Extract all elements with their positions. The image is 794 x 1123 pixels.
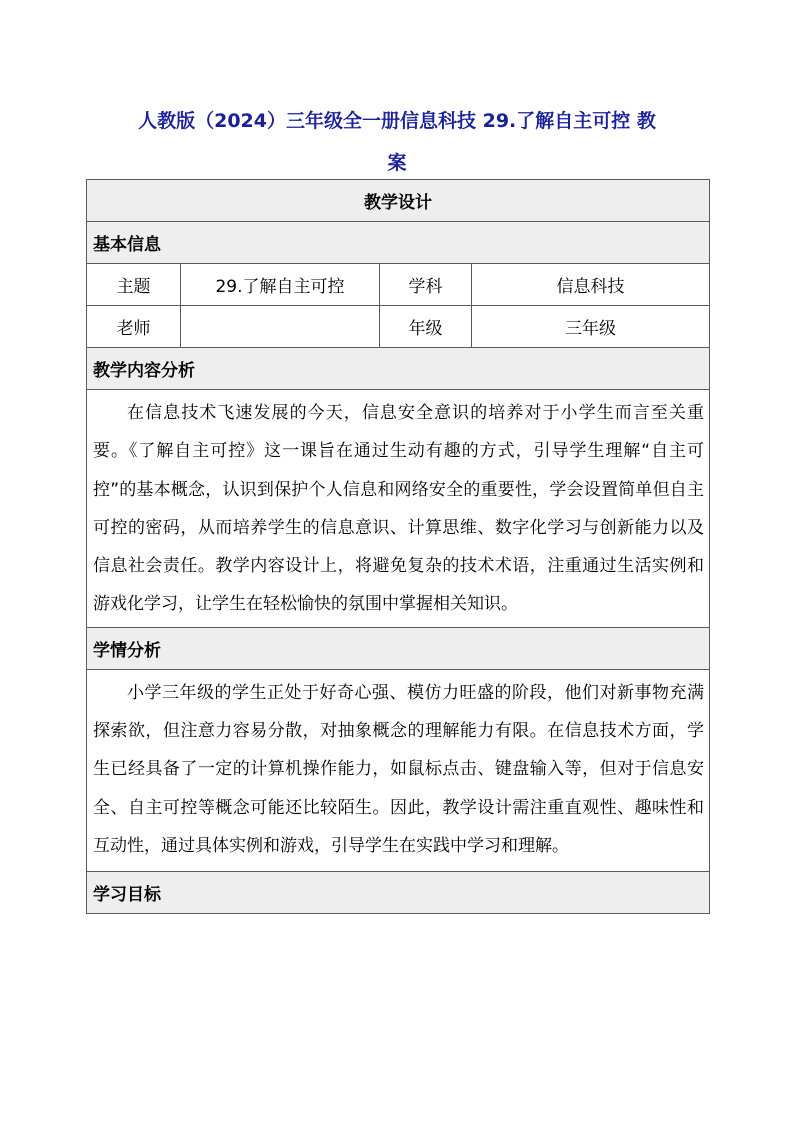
- document-title-line-2: 案: [387, 152, 407, 174]
- teacher-label: 老师: [87, 306, 181, 348]
- section-row-content-analysis: [87, 348, 710, 390]
- subject-label: 学科: [380, 264, 472, 306]
- table-row: [87, 669, 710, 871]
- content-analysis-text: 在信息技术飞速发展的今天，信息安全意识的培养对于小学生而言至关重要。《了解自主可控》这一课旨在通过生动有趣的方式，引导学生理解“自主可控”的基本概念，认识到保护个人信息和网络安全的重要性，学会设置简单但自主可控的密码，从而培养学生的信息意识、计算思维、数字化学习与创新能力以及信息社会责任。教学内容设计上，将避免复杂的技术术语，注重通过生活实例和游戏化学习，让学生在轻松愉快的氛围中掌握相关知识。: [87, 390, 710, 628]
- section-heading-content-analysis: 教学内容分析: [87, 348, 710, 390]
- lesson-plan-table: [86, 179, 710, 914]
- section-heading-objectives: 学习目标: [87, 872, 710, 914]
- grade-label: 年级: [380, 306, 472, 348]
- grade-value: 三年级: [472, 306, 710, 348]
- table-header-row: [87, 180, 710, 222]
- teacher-value: [181, 306, 380, 348]
- table-row: [87, 390, 710, 628]
- section-heading-student-analysis: 学情分析: [87, 627, 710, 669]
- section-row-objectives: [87, 872, 710, 914]
- student-analysis-text: 小学三年级的学生正处于好奇心强、模仿力旺盛的阶段，他们对新事物充满探索欲，但注意力容易分散，对抽象概念的理解能力有限。在信息技术方面，学生已经具备了一定的计算机操作能力，如鼠标点击、键盘输入等，但对于信息安全、自主可控等概念可能还比较陌生。因此，教学设计需注重直观性、趣味性和互动性，通过具体实例和游戏，引导学生在实践中学习和理解。: [87, 669, 710, 871]
- table-row: [87, 306, 710, 348]
- table-row: [87, 264, 710, 306]
- document-title: [86, 100, 708, 184]
- section-row-basic-info: [87, 222, 710, 264]
- subject-value: 信息科技: [472, 264, 710, 306]
- section-heading-basic-info: 基本信息: [87, 222, 710, 264]
- section-row-student-analysis: [87, 627, 710, 669]
- document-title-line-1: 人教版（2024）三年级全一册信息科技 29.了解自主可控 教: [138, 110, 656, 132]
- table-header: 教学设计: [87, 180, 710, 222]
- topic-label: 主题: [87, 264, 181, 306]
- topic-value: 29.了解自主可控: [181, 264, 380, 306]
